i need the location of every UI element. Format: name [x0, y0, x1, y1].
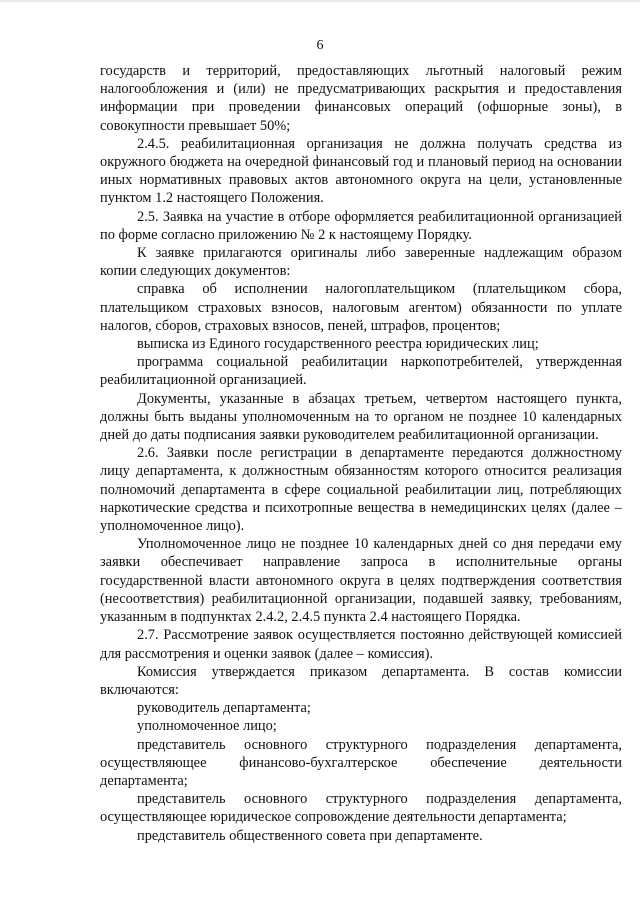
list-item-rehab-program: программа социальной реабилитации наркопотребителей, утвержденная реабилитационной организацией. — [100, 354, 622, 389]
list-item-public-council-representative: представитель общественного совета при департаменте. — [137, 827, 483, 844]
list-item-tax-certificate: справка об исполнении налогоплательщиком (плательщиком сбора, плательщиком страховых взносов, налоговым агентом) обязанности по уплате налогов, сборов, страховых взносов, пеней, штрафов, процентов; — [100, 281, 622, 334]
list-item-legal-representative: представитель основного структурного подразделения департамента, осуществляющее юридическое сопровождение деятельности департамента; — [100, 791, 622, 826]
list-item-department-head: руководитель департамента; — [137, 700, 311, 717]
scan-edge-divider — [0, 0, 640, 2]
list-item-finance-representative: представитель основного структурного подразделения департамента, осуществляющее финансово-бухгалтерское обеспечение деятельности департамента; — [100, 736, 622, 789]
list-item-authorized-person: уполномоченное лицо; — [137, 718, 277, 735]
paragraph-2-5: 2.5. Заявка на участие в отборе оформляется реабилитационной организацией по форме согласно приложению № 2 к настоящему Порядку. — [100, 208, 622, 243]
paragraph-2-4-5: 2.4.5. реабилитационная организация не должна получать средства из окружного бюджета на очередной финансовый год и плановый период на основании иных нормативных правовых актов автономного округа на цели, установленные пунктом 1.2 настоящего Положения. — [100, 135, 622, 207]
paragraph-2-7: 2.7. Рассмотрение заявок осуществляется постоянно действующей комиссией для рассмотрения и оценки заявок (далее – комиссия). — [100, 627, 622, 662]
paragraph-commission-composition: Комиссия утверждается приказом департамента. В состав комиссии включаются: — [100, 663, 622, 698]
paragraph-documents-validity: Документы, указанные в абзацах третьем, четвертом настоящего пункта, должны быть выданы уполномоченным на то органом не позднее 10 календарных дней до даты подписания заявки руководителем реабилитационной организации. — [100, 390, 622, 444]
page-number: 6 — [316, 38, 324, 53]
paragraph-attached-documents: К заявке прилагаются оригиналы либо заверенные надлежащим образом копии следующих документов: — [100, 245, 622, 280]
list-item-egrul-extract: выписка из Единого государственного реестра юридических лиц; — [137, 336, 539, 353]
paragraph-2-6: 2.6. Заявки после регистрации в департаменте передаются должностному лицу департамента, к должностным обязанностям которого относится реализация полномочий департамента в сфере социальной реабилитации лиц, потребляющих наркотические средства и психотропные вещества в немедицинских целях (далее – уполномоченное лицо). — [100, 445, 622, 535]
paragraph-offshore-zones: государств и территорий, предоставляющих льготный налоговый режим налогообложения и (или) не предусматривающих раскрытия и предоставления информации при проведении финансовых операций (офшорные зоны), в совокупности превышает 50%; — [100, 63, 622, 134]
paragraph-authorized-person: Уполномоченное лицо не позднее 10 календарных дней со дня передачи ему заявки обеспечивает направление запроса в исполнительные органы государственной власти автономного округа в целях подтверждения соответствия (несоответствия) реабилитационной организации, подавшей заявку, требованиям, указанным в подпунктах 2.4.2, 2.4.5 пункта 2.4 настоящего Порядка. — [100, 536, 622, 626]
document-body — [100, 62, 622, 845]
